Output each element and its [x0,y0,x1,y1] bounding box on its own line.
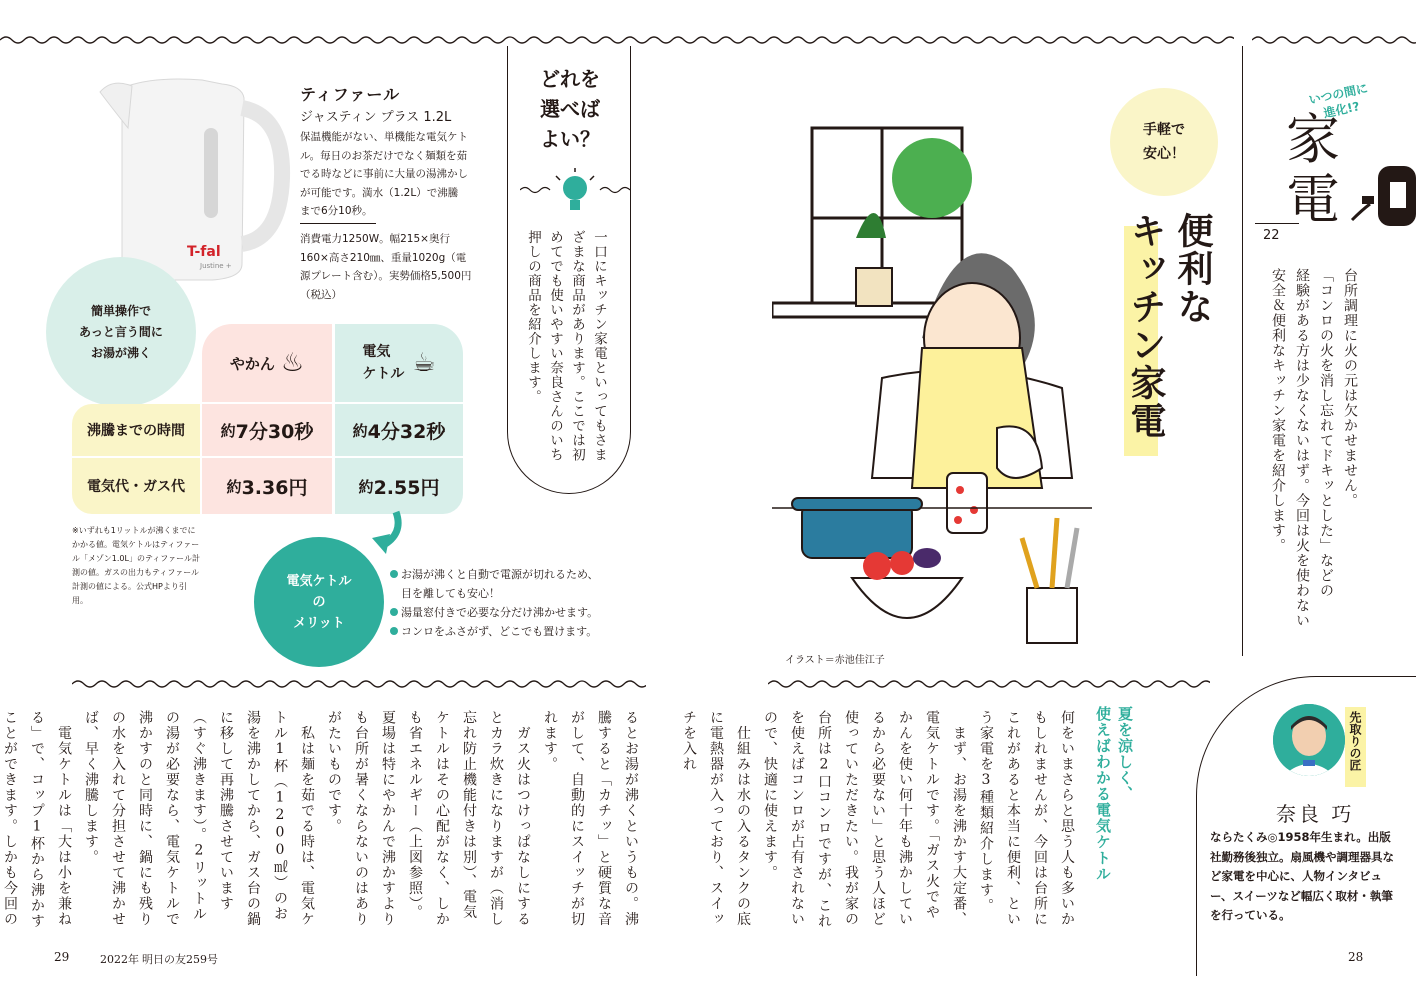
cell-kettle-cost [202,458,332,514]
series-title: 家 電 [1286,108,1340,231]
product-description: 保温機能がない、単機能な電気ケトル。毎日のお茶だけでなく麺類を茹でる時などに事前に大量の湯沸かしが可能です。満水（1.2L）で沸騰まで6分10秒。 [300,131,468,217]
series-rule [1255,223,1299,224]
mid-wavy-rule-right [768,678,1210,690]
series-number: 22 [1263,228,1280,243]
article-body-left: るとお湯が沸くというもの。沸騰すると「カチッ」と硬質な音がして、自動的にスイッチが切れます。 ガス火はつけっぱなしにするとカラ炊きになりますが（消し忘れ防止機能付きは別）、電気ケトルはその心配がなく、しかも省エネルギー（上図参照）。夏場は特にやかんで沸かすよりも台所が暑くならないのはありがたいものです。 私は麺を茹でる時は、電気ケトル1杯（1200㎖）のお湯を沸かしてから、ガス台の鍋に移して再沸騰させています（すぐ沸きます）。2リットルの湯が必要なら、電気ケトルで沸かすのと同時に、鍋にも残りの水を入れて分担させて沸かせば、早く沸騰します。 電気ケトルは「大は小を兼ねる」で、コップ1杯から沸かすことができます。しかも今回の [2,710,639,929]
merit-text: 湯量窓付きで必要な分だけ沸かせます。 [401,606,599,619]
merit-list [390,565,599,641]
selection-question: どれを 選べば よい？ [540,67,600,151]
illustration-credit: イラスト＝赤池佳江子 [785,655,885,666]
top-wavy-rule-left [0,34,1234,46]
product-specs: 消費電力1250W。幅215×奥行160×高さ210㎜、重量1020g（電源プレート含む）。実勢価格5,500円（税込） [300,233,472,301]
brand-mark: T-fal [187,244,221,260]
merit-text: 目を離しても安心！ [401,587,500,600]
cell-electric-cost [335,458,463,514]
merit-text: お湯が沸くと自動で電源が切れるため、 [401,568,599,581]
footer-magazine: 明日の友259号 [142,953,218,966]
easy-safe-bubble: 手軽で 安心！ [1110,88,1218,196]
lightbulb-icon [520,168,630,220]
easy-operation-bubble: 簡単操作で あっと言う間に お湯が沸く [46,257,196,407]
author-avatar [1273,704,1345,776]
column-divider [1242,46,1243,656]
selection-intro: 一口にキッチン家電といってもさまざまな商品があります。ここでは初めてでも使いやすい奈良さんのいち押しの商品を紹介します。 [525,230,607,462]
kettle-time-prefix: 約 [220,421,236,440]
kettle-cost-prefix: 約 [226,477,242,496]
top-wavy-rule-right [1252,34,1416,46]
cell-electric-time [335,404,463,456]
electric-time-value: 4分32秒 [367,420,446,443]
merit-bubble: 電気ケトル の メリット [254,537,384,667]
headline-line2: キッチン家電 [1125,212,1166,440]
profile-name: 奈良 巧 [1276,802,1355,826]
headline-line1: 便利な [1172,212,1213,326]
series-subtitle: いつの間に 進化!? [1307,81,1370,121]
kettle-photo [92,68,292,286]
electric-cost-prefix: 約 [358,477,374,496]
electric-time-prefix: 約 [352,421,368,440]
row-boil-time-label: 沸騰までの時間 [72,404,200,456]
row-cost-label: 電気代・ガス代 [72,458,200,514]
sub-mark: Justine + [200,262,232,270]
merit-item [390,565,599,584]
product-model: ジャスティン プラス 1.2L [300,110,452,125]
left-page-number: 29 [54,950,70,964]
electric-kettle-icon: ☕ [412,348,436,378]
profile-bio: ならたくみ◎1958年生まれ。出版社勤務後独立。扇風機や調理器具など家電を中心に、人物インタビュー、スイーツなど幅広く取材・執筆を行っている。 [1210,830,1394,922]
merit-item [390,584,599,603]
plug-icon [1350,160,1416,232]
cell-kettle-time [202,404,332,456]
header-electric-kettle [335,324,463,402]
header-kettle-label: やかん [229,354,275,373]
kitchen-illustration [772,118,1112,648]
arrow-icon [360,508,410,558]
article-subheading: 夏を涼しく、 使えばわかる電気ケトル [1094,706,1134,882]
bullet-icon [390,570,398,578]
product-name: ティファール [300,85,401,104]
merit-item [390,622,599,641]
footnote: ※いずれも1リットルが沸くまでにかかる値。電気ケトルはティファール「メゾン1.0L」のティファール計測の値。ガスの出力もティファール計測の値による。公式HPより引用。 [72,526,200,605]
merit-item [390,603,599,622]
right-page-number: 28 [1348,950,1364,964]
lead-text: 台所調理に火の元は欠かせません。 「コンロの火を消し忘れてドキッとした」などの 経験がある方は少なくないはず。今回は火を使わない 安全＆便利なキッチン家電を紹介します。 [1270,268,1358,628]
kettle-cost-value: 3.36円 [241,476,308,499]
mid-wavy-rule-left [72,678,646,690]
stove-kettle-icon: ♨ [280,348,305,378]
bullet-icon [390,608,398,616]
profile-tag: 先取りの匠 [1345,707,1366,787]
header-kettle-stove [202,324,332,402]
electric-cost-value: 2.55円 [373,476,440,499]
header-electric-label: 電気 ケトル [362,344,405,382]
product-divider [300,223,376,224]
footer-year: 2022年 [100,953,139,966]
kettle-time-value: 7分30秒 [235,420,314,443]
article-body-right: 何をいまさらと思う人も多いかもしれませんが、今回は台所にこれがあると本当に便利、という家電を3種類紹介します。 まず、お湯を沸かす大定番、電気ケトルです。「ガス火でやかんを使い何十年も沸かしているから必要ない」と思う人ほど使っていただきたい。我が家の台所は2口コンロですが、これを使えばコンロが占有されないので、快適に使えます。 仕組みは水の入るタンクの底に電熱器が入っており、スイッチを入れ [681,710,1075,929]
merit-text: コンロをふさがず、どこでも置けます。 [401,625,598,638]
bullet-icon [390,627,398,635]
